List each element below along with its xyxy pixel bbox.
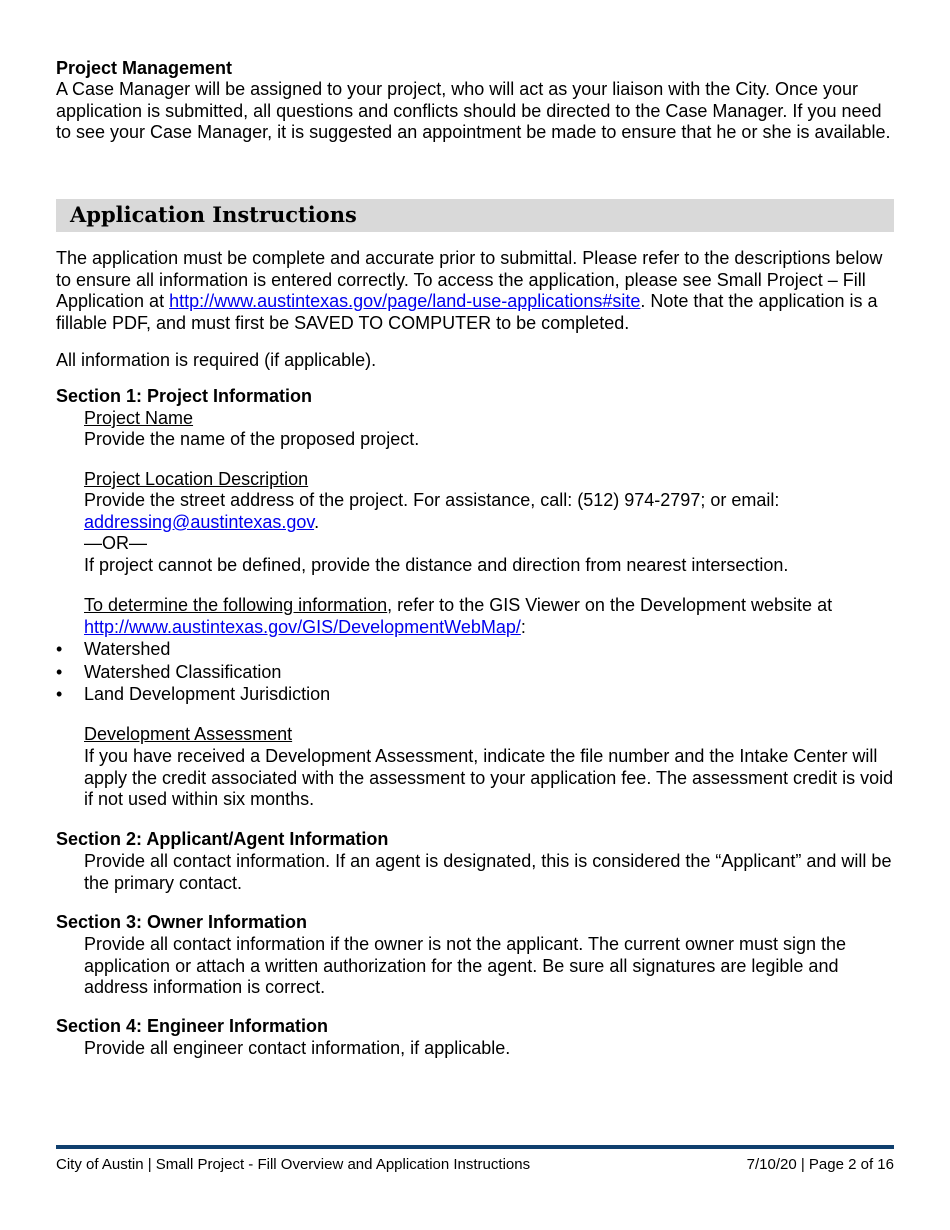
required-note: All information is required (if applicable).: [56, 350, 377, 370]
gis-colon: :: [520, 617, 526, 637]
location-alt-text: If project cannot be defined, provide the distance and direction from nearest intersection.: [84, 555, 789, 575]
section3-title: Section 3: Owner Information: [56, 912, 308, 932]
gis-bullet-list: [28, 638, 894, 706]
section2-text: Provide all contact information. If an agent is designated, this is considered the “Applicant” and will be the primary contact.: [84, 851, 892, 893]
section4-text: Provide all engineer contact information, if applicable.: [84, 1038, 511, 1058]
bullet-text: Watershed Classification: [84, 661, 282, 682]
intro-text: The application must be complete and accurate prior to submittal. Please refer to the descriptions below to ensure all information is entered correctly. To access the application, please see Small Project – Fill Application at: [56, 248, 883, 311]
section-heading-bar: [56, 199, 894, 232]
section4-title: Section 4: Engineer Information: [56, 1016, 329, 1036]
gis-link-line: [84, 617, 894, 639]
location-email-line: [84, 512, 894, 534]
email-period: .: [314, 512, 320, 532]
section3-text: Provide all contact information if the owner is not the applicant. The current owner must sign the application or attach a written authorization for the agent. Be sure all signatures are legible and address information is correct.: [84, 934, 847, 997]
footer-title: City of Austin | Small Project - Fill Overview and Application Instructions: [56, 1156, 531, 1173]
project-management-text: A Case Manager will be assigned to your project, who will act as your liaison with the City. Once your application is submitted, all questions and conflicts should be directed to the Case Manager. If you need to see your Case Manager, it is suggested an appointment be made to ensure that he or she is available.: [56, 79, 891, 142]
project-management-title: Project Management: [56, 58, 233, 78]
project-name-label: Project Name: [84, 408, 194, 428]
assessment-text: If you have received a Development Assessment, indicate the file number and the Intake Center will apply the credit associated with the assessment to your application fee. The assessment credit is void if not used within six months.: [84, 746, 894, 809]
gis-label: To determine the following information: [84, 595, 388, 615]
addressing-email-link[interactable]: addressing@austintexas.gov: [84, 512, 315, 532]
bullet-icon: •: [56, 639, 63, 659]
bullet-item: [28, 661, 894, 684]
gis-viewer-link[interactable]: http://www.austintexas.gov/GIS/DevelopmentWebMap/: [84, 617, 521, 637]
footer-rule: [56, 1145, 894, 1149]
gis-line: [84, 595, 894, 617]
section2-title: Section 2: Applicant/Agent Information: [56, 829, 389, 849]
location-label: Project Location Description: [84, 469, 309, 489]
bullet-item: [28, 683, 894, 706]
section1-title: Section 1: Project Information: [56, 386, 313, 406]
intro-paragraph: [56, 248, 894, 334]
bullet-item: [28, 638, 894, 661]
bullet-icon: •: [56, 684, 63, 704]
assessment-label: Development Assessment: [84, 724, 293, 744]
gis-text: , refer to the GIS Viewer on the Development website at: [387, 595, 833, 615]
land-use-applications-link[interactable]: http://www.austintexas.gov/page/land-use-applications#site: [169, 291, 641, 311]
intro-text-end: . Note that the application is a fillable PDF, and must first be SAVED TO COMPUTER to be completed.: [56, 291, 878, 333]
application-instructions-heading: Application Instructions: [70, 202, 357, 227]
footer-page-info: 7/10/20 | Page 2 of 16: [746, 1156, 894, 1173]
location-text: Provide the street address of the project. For assistance, call: (512) 974-2797; or email:: [84, 490, 780, 510]
bullet-icon: •: [56, 661, 63, 682]
bullet-text: Land Development Jurisdiction: [84, 684, 331, 704]
or-separator: —OR—: [84, 533, 147, 553]
bullet-text: Watershed: [84, 639, 171, 659]
project-name-text: Provide the name of the proposed project.: [84, 429, 420, 449]
